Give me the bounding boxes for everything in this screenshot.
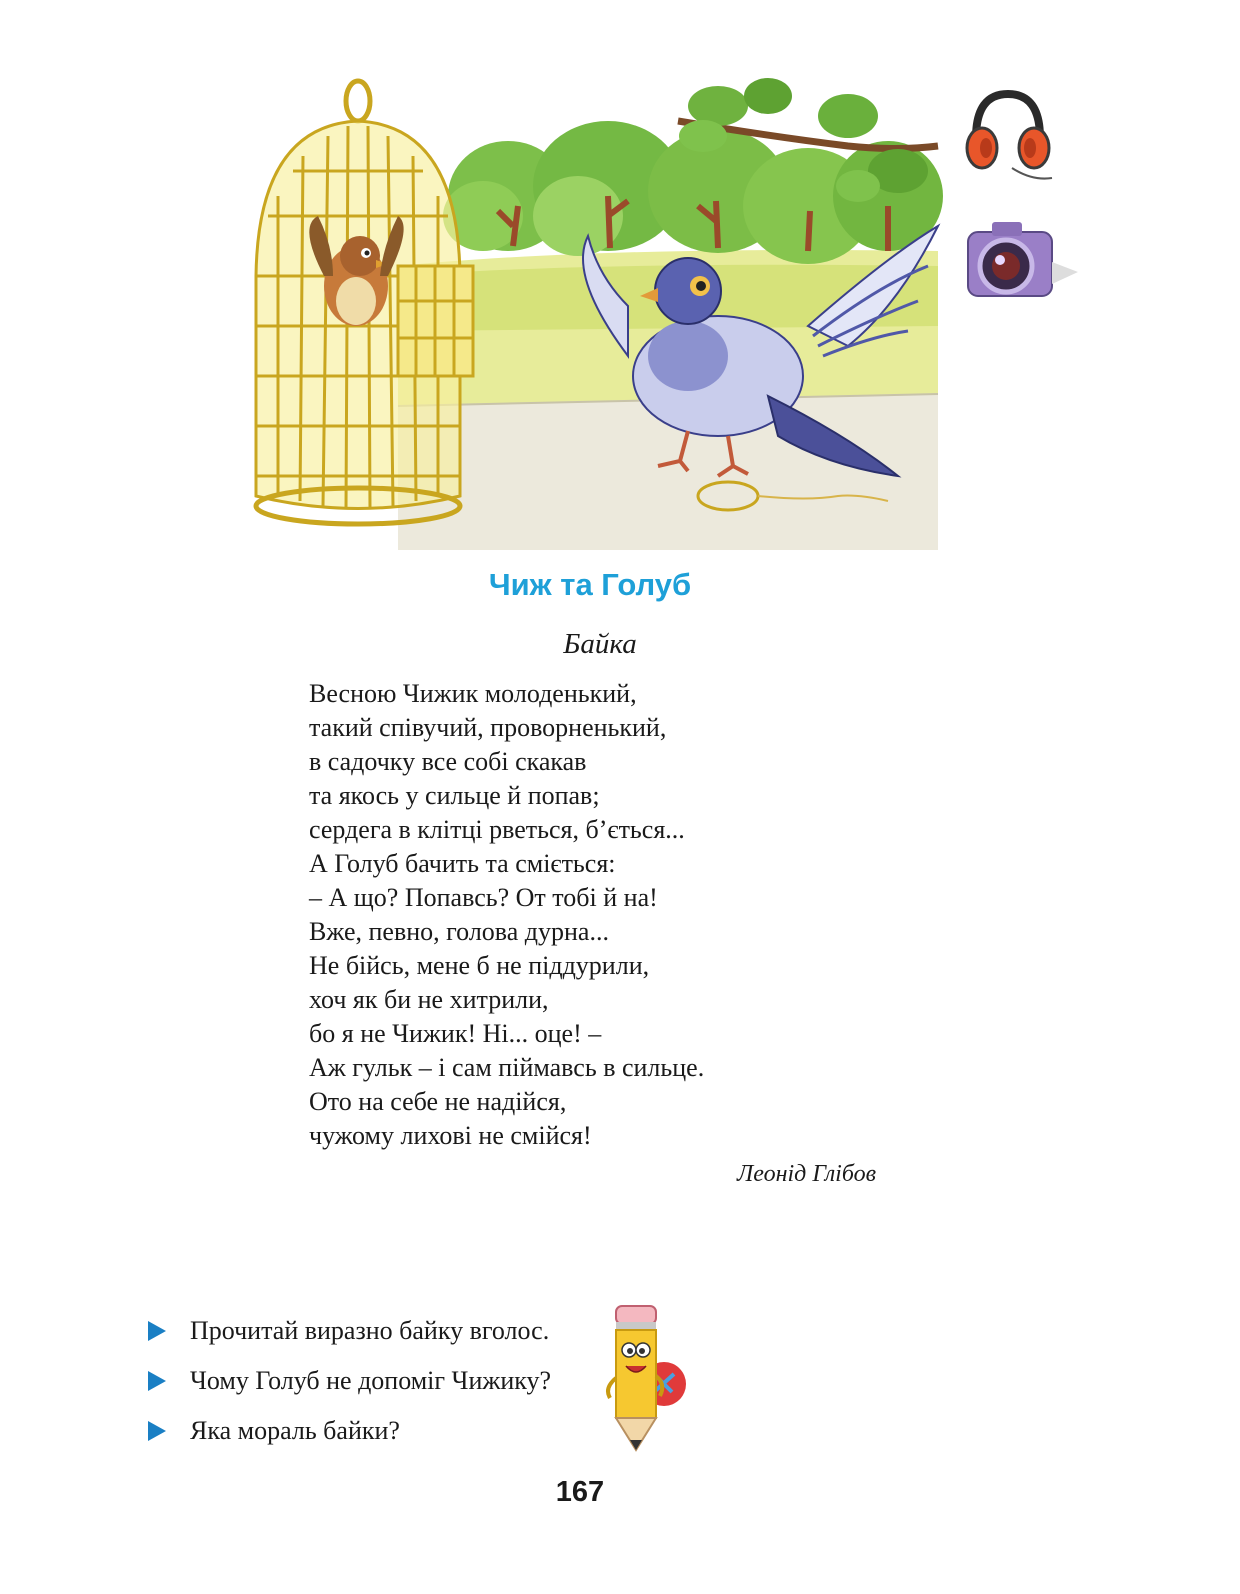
fable-illustration <box>248 76 948 550</box>
poem-text <box>309 677 704 1153</box>
page-number: 167 <box>555 1476 605 1508</box>
poem-line: Не бійсь, мене б не піддурили, <box>309 951 650 980</box>
poem-line: сердега в клітці рветься, б’ється... <box>309 815 685 844</box>
headphones-icon[interactable] <box>962 86 1054 186</box>
triangle-bullet-icon <box>146 1369 168 1393</box>
author-name: Леонід Глібов <box>737 1161 876 1187</box>
question-item <box>146 1406 551 1456</box>
triangle-bullet-icon <box>146 1419 168 1443</box>
question-text: Прочитай виразно байку вголос. <box>190 1316 550 1345</box>
poem-line: А Голуб бачить та сміється: <box>309 849 616 878</box>
poem-line: – А що? Попавсь? От тобі й на! <box>309 883 658 912</box>
poem-line: в садочку все собі скакав <box>309 747 587 776</box>
question-text: Чому Голуб не допоміг Чижику? <box>190 1366 552 1395</box>
poem-line: бо я не Чижик! Ні... оце! – <box>309 1019 602 1048</box>
question-text: Яка мораль байки? <box>190 1416 400 1445</box>
question-list <box>146 1306 551 1456</box>
poem-line: хоч як би не хитрили, <box>309 985 549 1014</box>
poem-line: Весною Чижик молоденький, <box>309 679 637 708</box>
question-item <box>146 1356 551 1406</box>
poem-line: та якось у сильце й попав; <box>309 781 600 810</box>
triangle-bullet-icon <box>146 1319 168 1343</box>
page-title: Чиж та Голуб <box>488 567 692 602</box>
pencil-mascot-icon <box>602 1288 688 1452</box>
poem-line: Ото на себе не надійся, <box>309 1087 567 1116</box>
poem-line: Вже, певно, голова дурна... <box>309 917 609 946</box>
question-item <box>146 1306 551 1356</box>
poem-line: чужому лихові не смійся! <box>309 1121 592 1150</box>
poem-line: такий співучий, проворненький, <box>309 713 667 742</box>
genre-subtitle: Байка <box>563 628 637 660</box>
poem-line: Аж гульк – і сам піймавсь в сильце. <box>309 1053 705 1082</box>
camera-icon[interactable] <box>962 212 1080 306</box>
